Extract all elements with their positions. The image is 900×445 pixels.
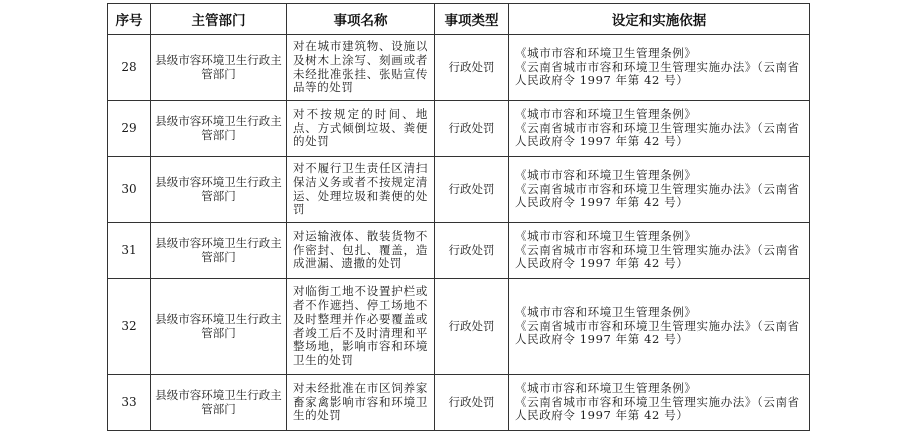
row-seq: 30 bbox=[108, 157, 151, 223]
header-type: 事项类型 bbox=[435, 4, 509, 35]
regulation-table bbox=[107, 3, 810, 431]
row-seq: 32 bbox=[108, 279, 151, 375]
row-seq: 29 bbox=[108, 101, 151, 157]
row-dept: 县级市容环境卫生行政主管部门 bbox=[151, 157, 287, 223]
row-type: 行政处罚 bbox=[435, 375, 509, 431]
row-basis bbox=[509, 279, 810, 375]
row-name: 对不履行卫生责任区清扫保洁义务或者不按规定清运、处理垃圾和粪便的处罚 bbox=[287, 157, 435, 223]
row-name: 对临街工地不设置护栏或者不作遮挡、停工场地不及时整理并作必要覆盖或者竣工后不及时清理和平整场地，影响市容和环境卫生的处罚 bbox=[287, 279, 435, 375]
row-basis bbox=[509, 157, 810, 223]
table-row bbox=[108, 157, 810, 223]
basis-regulation: 《城市市容和环境卫生管理条例》 bbox=[515, 106, 697, 121]
row-type: 行政处罚 bbox=[435, 223, 509, 279]
table-header-row bbox=[108, 4, 810, 35]
table-row bbox=[108, 279, 810, 375]
basis-regulation: 《城市市容和环境卫生管理条例》 bbox=[515, 167, 697, 182]
row-name: 对不按规定的时间、地点、方式倾倒垃圾、粪便的处罚 bbox=[287, 101, 435, 157]
row-basis bbox=[509, 223, 810, 279]
table-row bbox=[108, 223, 810, 279]
row-dept: 县级市容环境卫生行政主管部门 bbox=[151, 279, 287, 375]
row-dept: 县级市容环境卫生行政主管部门 bbox=[151, 101, 287, 157]
basis-measures: 《云南省城市市容和环境卫生管理实施办法》（云南省人民政府令 1997 年第 42 号） bbox=[515, 318, 800, 347]
row-name: 对在城市建筑物、设施以及树木上涂写、刻画或者未经批准张挂、张贴宣传品等的处罚 bbox=[287, 35, 435, 101]
header-name: 事项名称 bbox=[287, 4, 435, 35]
table-row bbox=[108, 101, 810, 157]
basis-regulation: 《城市市容和环境卫生管理条例》 bbox=[515, 304, 697, 319]
basis-measures: 《云南省城市市容和环境卫生管理实施办法》（云南省人民政府令 1997 年第 42 号） bbox=[515, 120, 800, 149]
row-type: 行政处罚 bbox=[435, 101, 509, 157]
header-dept: 主管部门 bbox=[151, 4, 287, 35]
basis-measures: 《云南省城市市容和环境卫生管理实施办法》（云南省人民政府令 1997 年第 42 号） bbox=[515, 242, 800, 271]
row-type: 行政处罚 bbox=[435, 279, 509, 375]
row-dept: 县级市容环境卫生行政主管部门 bbox=[151, 375, 287, 431]
basis-regulation: 《城市市容和环境卫生管理条例》 bbox=[515, 45, 697, 60]
basis-measures: 《云南省城市市容和环境卫生管理实施办法》（云南省人民政府令 1997 年第 42 号） bbox=[515, 394, 800, 423]
basis-regulation: 《城市市容和环境卫生管理条例》 bbox=[515, 380, 697, 395]
row-name: 对运输液体、散装货物不作密封、包扎、覆盖，造成泄漏、遗撒的处罚 bbox=[287, 223, 435, 279]
basis-measures: 《云南省城市市容和环境卫生管理实施办法》（云南省人民政府令 1997 年第 42 号） bbox=[515, 181, 800, 210]
row-dept: 县级市容环境卫生行政主管部门 bbox=[151, 223, 287, 279]
row-seq: 33 bbox=[108, 375, 151, 431]
row-basis bbox=[509, 35, 810, 101]
row-basis bbox=[509, 375, 810, 431]
row-seq: 28 bbox=[108, 35, 151, 101]
row-dept: 县级市容环境卫生行政主管部门 bbox=[151, 35, 287, 101]
row-name: 对未经批准在市区饲养家畜家禽影响市容和环境卫生的处罚 bbox=[287, 375, 435, 431]
basis-measures: 《云南省城市市容和环境卫生管理实施办法》（云南省人民政府令 1997 年第 42 号） bbox=[515, 59, 800, 88]
table-row bbox=[108, 35, 810, 101]
header-basis: 设定和实施依据 bbox=[509, 4, 810, 35]
row-basis bbox=[509, 101, 810, 157]
basis-regulation: 《城市市容和环境卫生管理条例》 bbox=[515, 228, 697, 243]
row-seq: 31 bbox=[108, 223, 151, 279]
row-type: 行政处罚 bbox=[435, 35, 509, 101]
header-seq: 序号 bbox=[108, 4, 151, 35]
table-row bbox=[108, 375, 810, 431]
row-type: 行政处罚 bbox=[435, 157, 509, 223]
